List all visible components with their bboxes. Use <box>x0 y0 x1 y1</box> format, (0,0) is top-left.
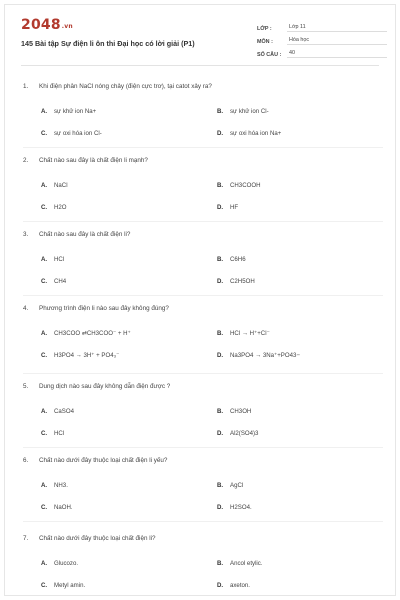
option-text: sự oxi hóa ion Cl- <box>54 130 102 137</box>
option-text: AgCl <box>230 482 244 489</box>
meta-row-grade <box>257 19 387 32</box>
option-b[interactable] <box>217 182 260 189</box>
option-text: Al2(SO4)3 <box>230 430 259 437</box>
option-letter: D. <box>217 430 224 437</box>
option-b[interactable] <box>217 408 251 415</box>
option-b[interactable] <box>217 560 263 567</box>
option-text: C6H6 <box>230 256 246 263</box>
meta-value: Lớp 11 <box>287 24 387 32</box>
meta-value: 40 <box>287 50 387 58</box>
question-number: 3. <box>23 231 29 238</box>
question-stem: Chất nào dưới đây thuộc loại chất điện li yếu? <box>39 457 168 464</box>
question-divider <box>23 521 383 522</box>
option-text: NH3. <box>54 482 68 489</box>
option-letter: D. <box>217 352 224 359</box>
option-letter: A. <box>41 182 48 189</box>
question-6 <box>23 457 383 511</box>
document-header <box>5 5 395 63</box>
option-d[interactable] <box>217 130 281 137</box>
question-text <box>23 535 383 547</box>
option-letter: B. <box>217 560 224 567</box>
option-letter: B. <box>217 108 224 115</box>
option-letter: B. <box>217 408 224 415</box>
question-stem: Chất nào sau đây là chất điện li mạnh? <box>39 157 148 164</box>
option-text: H3PO4 → 3H⁺ + PO4₃⁻ <box>54 352 120 359</box>
question-4 <box>23 305 383 359</box>
question-divider <box>23 221 383 222</box>
option-d[interactable] <box>217 582 250 589</box>
option-d[interactable] <box>217 504 252 511</box>
option-b[interactable] <box>217 330 270 337</box>
meta-label: MÔN : <box>257 39 273 45</box>
question-number: 5. <box>23 383 29 390</box>
logo-main: 2048 <box>21 17 61 33</box>
option-a[interactable] <box>41 482 68 489</box>
option-text: HCl <box>54 430 65 437</box>
question-number: 7. <box>23 535 29 542</box>
site-logo[interactable] <box>21 17 73 33</box>
option-text: NaCl <box>54 182 68 189</box>
option-letter: A. <box>41 408 48 415</box>
question-number: 6. <box>23 457 29 464</box>
option-letter: C. <box>41 278 48 285</box>
question-stem: Chất nào dưới đây thuộc loại chất điện li? <box>39 535 156 542</box>
option-text: HCl <box>54 256 65 263</box>
option-letter: C. <box>41 204 48 211</box>
question-text <box>23 83 383 95</box>
question-number: 4. <box>23 305 29 312</box>
option-letter: A. <box>41 482 48 489</box>
meta-label: SỐ CÂU : <box>257 52 282 58</box>
question-number: 2. <box>23 157 29 164</box>
option-b[interactable] <box>217 108 269 115</box>
option-b[interactable] <box>217 482 243 489</box>
question-stem: Phương trình điện li nào sau đây không đúng? <box>39 305 169 312</box>
option-d[interactable] <box>217 204 238 211</box>
option-text: NaOH. <box>54 504 73 511</box>
option-text: Metyl amin. <box>54 582 86 589</box>
option-letter: C. <box>41 130 48 137</box>
header-divider <box>21 65 379 66</box>
option-letter: C. <box>41 582 48 589</box>
option-d[interactable] <box>217 430 258 437</box>
option-text: CH3COOH <box>230 182 261 189</box>
option-b[interactable] <box>217 256 246 263</box>
option-letter: D. <box>217 278 224 285</box>
option-letter: C. <box>41 352 48 359</box>
option-c[interactable] <box>41 504 73 511</box>
meta-value: Hóa học <box>287 37 387 45</box>
option-letter: A. <box>41 256 48 263</box>
option-text: CH3OH <box>230 408 252 415</box>
logo-suffix: .vn <box>61 23 73 30</box>
meta-row-subject <box>257 32 387 45</box>
question-text <box>23 157 383 169</box>
option-letter: C. <box>41 430 48 437</box>
option-letter: A. <box>41 108 48 115</box>
question-divider <box>23 373 383 374</box>
option-letter: B. <box>217 182 224 189</box>
option-a[interactable] <box>41 330 131 337</box>
option-d[interactable] <box>217 278 255 285</box>
meta-label: LỚP : <box>257 26 272 32</box>
question-text <box>23 383 383 395</box>
option-text: Ancol etylic. <box>230 560 263 567</box>
option-c[interactable] <box>41 430 64 437</box>
option-text: CH4 <box>54 278 67 285</box>
question-divider <box>23 147 383 148</box>
question-stem: Dung dịch nào sau đây không dẫn điện được ? <box>39 383 171 390</box>
option-letter: B. <box>217 330 224 337</box>
option-text: Glucozo. <box>54 560 79 567</box>
option-letter: A. <box>41 330 48 337</box>
option-letter: C. <box>41 504 48 511</box>
option-letter: D. <box>217 582 224 589</box>
option-letter: D. <box>217 204 224 211</box>
option-c[interactable] <box>41 352 119 359</box>
option-letter: D. <box>217 130 224 137</box>
option-text: axeton. <box>230 582 250 589</box>
option-text: Na3PO4 → 3Na⁺+PO43− <box>230 352 300 359</box>
document-title: 145 Bài tập Sự điện li ôn thi Đại học có lời giải (P1) <box>21 39 195 48</box>
meta-row-count <box>257 45 387 58</box>
question-stem: Khi điện phân NaCl nóng chảy (điện cực trơ), tại catot xảy ra? <box>39 83 212 90</box>
question-text <box>23 231 383 243</box>
option-c[interactable] <box>41 582 85 589</box>
option-text: sự khử ion Na+ <box>54 108 97 115</box>
option-text: H2O <box>54 204 67 211</box>
option-text: sự oxi hóa ion Na+ <box>230 130 282 137</box>
option-a[interactable] <box>41 408 74 415</box>
option-letter: B. <box>217 482 224 489</box>
question-1 <box>23 83 383 137</box>
option-a[interactable] <box>41 182 68 189</box>
question-text <box>23 305 383 317</box>
option-c[interactable] <box>41 204 67 211</box>
option-c[interactable] <box>41 278 66 285</box>
document-page <box>4 4 396 596</box>
option-letter: B. <box>217 256 224 263</box>
question-divider <box>23 295 383 296</box>
option-a[interactable] <box>41 560 78 567</box>
option-a[interactable] <box>41 108 96 115</box>
question-2 <box>23 157 383 211</box>
question-divider <box>23 447 383 448</box>
question-number: 1. <box>23 83 29 90</box>
option-c[interactable] <box>41 130 102 137</box>
option-text: sự khử ion Cl- <box>230 108 269 115</box>
option-a[interactable] <box>41 256 64 263</box>
question-7 <box>23 535 383 589</box>
question-3 <box>23 231 383 285</box>
option-text: H2SO4. <box>230 504 252 511</box>
option-text: C2H5OH <box>230 278 255 285</box>
option-letter: A. <box>41 560 48 567</box>
option-text: HF <box>230 204 239 211</box>
option-text: CH3COO ⇄CH3COO⁻ + H⁺ <box>54 330 131 337</box>
option-text: CaSO4 <box>54 408 74 415</box>
question-5 <box>23 383 383 437</box>
option-d[interactable] <box>217 352 300 359</box>
option-text: HCl → H⁺+Cl⁻ <box>230 330 270 337</box>
document-meta <box>257 19 387 58</box>
question-text <box>23 457 383 469</box>
option-letter: D. <box>217 504 224 511</box>
question-stem: Chất nào sau đây là chất điện li? <box>39 231 131 238</box>
